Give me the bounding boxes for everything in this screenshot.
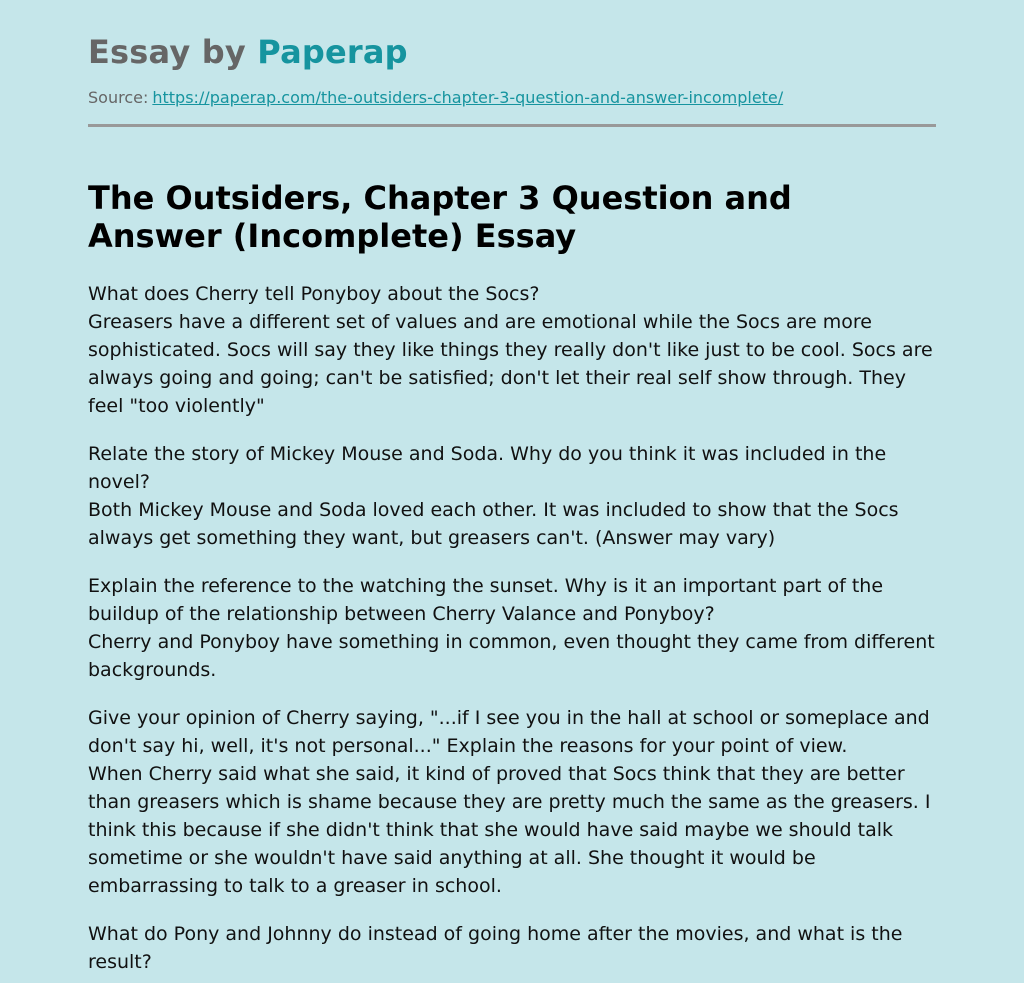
essay-body — [88, 280, 936, 976]
answer-text: Both Mickey Mouse and Soda loved each other. It was included to show that the Socs always get something they want, but greasers can't. (Answer may vary) — [88, 499, 899, 549]
question-text: Give your opinion of Cherry saying, "...if I see you in the hall at school or someplace and don't say hi, well, it's not personal..." Explain the reasons for your point of view. — [88, 707, 930, 757]
question-text: Explain the reference to the watching the sunset. Why is it an important part of the buildup of the relationship between Cherry Valance and Ponyboy? — [88, 575, 884, 625]
qa-block — [88, 440, 936, 552]
question-text: What do Pony and Johnny do instead of going home after the movies, and what is the result? — [88, 923, 903, 973]
qa-block — [88, 704, 936, 900]
header-divider — [88, 124, 936, 127]
qa-block — [88, 920, 936, 976]
brand-prefix: Essay by — [88, 33, 258, 71]
site-brand — [88, 30, 936, 74]
source-link[interactable]: https://paperap.com/the-outsiders-chapter-3-question-and-answer-incomplete/ — [152, 88, 784, 107]
essay-title: The Outsiders, Chapter 3 Question and Answer (Incomplete) Essay — [88, 179, 792, 255]
answer-text: Cherry and Ponyboy have something in common, even thought they came from different backgrounds. — [88, 631, 935, 681]
brand-name: Paperap — [257, 33, 408, 71]
answer-text: When Cherry said what she said, it kind of proved that Socs think that they are better than greasers which is shame because they are pretty much the same as the greasers. I think this because if she didn't think that she would have said maybe we should talk sometime or she wouldn't have said anything at all. She thought it would be embarrassing to talk to a greaser in school. — [88, 763, 931, 897]
question-text: What does Cherry tell Ponyboy about the Socs? — [88, 283, 540, 305]
qa-block — [88, 572, 936, 684]
source-label: Source: — [88, 88, 149, 107]
question-text: Relate the story of Mickey Mouse and Soda. Why do you think it was included in the novel? — [88, 443, 887, 493]
source-line — [88, 87, 936, 109]
answer-text: Greasers have a different set of values and are emotional while the Socs are more sophisticated. Socs will say they like things they really don't like just to be cool. Socs are always going and going; can't be satisfied; don't let their real self show through. They feel "too violently" — [88, 311, 933, 417]
qa-block — [88, 280, 936, 420]
